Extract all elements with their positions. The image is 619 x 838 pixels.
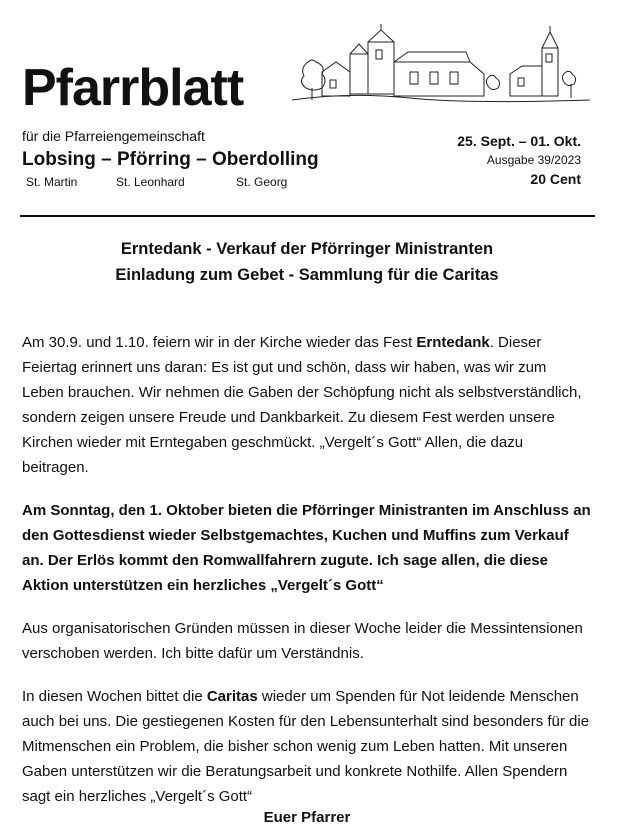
paragraph-ministranten: Am Sonntag, den 1. Oktober bieten die Pförringer Ministranten im Anschluss an den Gottesdienst wieder Selbstgemachtes, Kuchen und Muffins zum Verkauf an. Der Erlös kommt den Romwallfahrern zugute. Ich sage allen, die diese Aktion unterstützen ein herzliches „Vergelt´s Gott“	[22, 502, 591, 594]
newsletter-subtitle: für die Pfarreiengemeinschaft	[22, 128, 205, 144]
article-headline	[22, 236, 592, 288]
article	[22, 236, 592, 829]
paragraph-text: . Dieser Feiertag erinnert uns daran: Es ist gut und schön, dass wir haben, was wir zum Leben brauchen. Wir nehmen die Gaben der Schöpfung nicht als selbstverständlich, sondern zeigen unsere Freude und Dankbarkeit. Zu diesem Fest werden unsere Kirchen wieder mit Erntegaben geschmückt. „Vergelt´s Gott“ Allen, die dazu beitragen.	[22, 334, 582, 476]
saint-label: St. Martin	[26, 175, 78, 189]
emphasis-erntedank: Erntedank	[416, 334, 490, 351]
masthead	[0, 0, 619, 220]
saint-label: St. Georg	[236, 175, 288, 189]
saint-label: St. Leonhard	[116, 175, 185, 189]
issue-number: Ausgabe 39/2023	[486, 153, 581, 167]
issue-date-range: 25. Sept. – 01. Okt.	[457, 133, 581, 149]
signature: Euer Pfarrer	[263, 809, 351, 826]
emphasis-caritas: Caritas	[206, 688, 258, 705]
headline-line: Einladung zum Gebet - Sammlung für die Caritas	[115, 266, 499, 284]
parish-names: Lobsing – Pförring – Oberdolling	[22, 149, 319, 170]
paragraph-messintensionen: Aus organisatorischen Gründen müssen in dieser Woche leider die Messintensionen verschoben werden. Ich bitte dafür um Verständnis.	[22, 620, 583, 662]
paragraph-text: Am 30.9. und 1.10. feiern wir in der Kirche wieder das Fest	[22, 334, 417, 351]
masthead-divider	[20, 215, 595, 217]
issue-price: 20 Cent	[530, 171, 581, 187]
headline-line: Erntedank - Verkauf der Pförringer Ministranten	[120, 240, 494, 258]
paragraph-erntedank	[22, 330, 592, 480]
paragraph-caritas	[22, 684, 592, 809]
paragraph-text: wieder um Spenden für Not leidende Menschen auch bei uns. Die gestiegenen Kosten für den Lebensunterhalt sind besonders für die Mitmenschen ein Problem, die bisher schon wenig zum Leben hatten. Mit unseren Gaben unterstützen wir die Beratungsarbeit und konkrete Nothilfe. Allen Spendern sagt ein herzliches „Vergelt´s Gott“	[22, 688, 590, 805]
church-illustration	[290, 22, 590, 104]
paragraph-text: In diesen Wochen bittet die	[22, 688, 207, 705]
newsletter-title: Pfarrblatt	[22, 59, 244, 117]
